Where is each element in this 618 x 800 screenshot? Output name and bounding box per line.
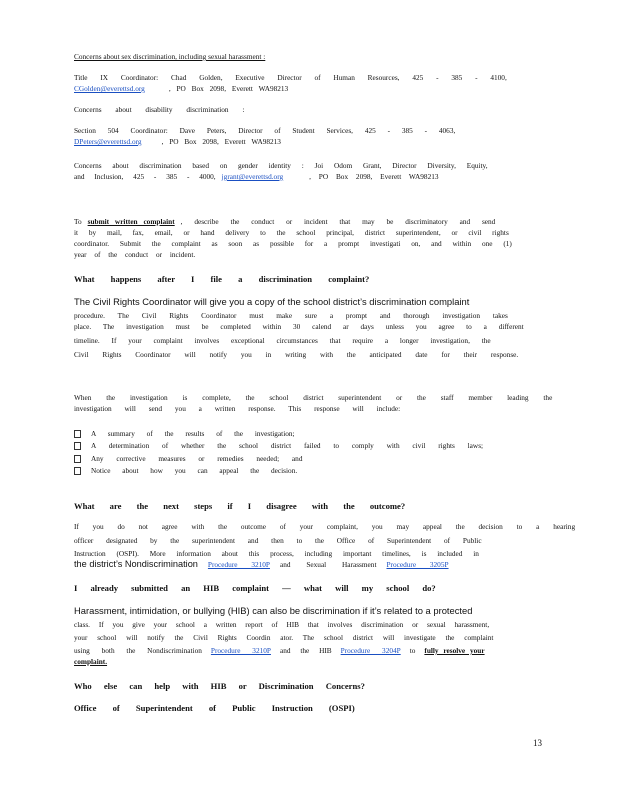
hib-line-3-start: using both the Nondiscrimination — [74, 646, 202, 655]
sex-heading-text: Concerns about sex discrimination, including sexual harassment : — [74, 52, 266, 61]
submit-line-2 — [74, 228, 540, 237]
hib-complaint-word: complaint. — [74, 657, 108, 666]
disability-heading — [74, 105, 540, 114]
title-ix-address: , PO Box 2098, Everett WA98213 — [168, 84, 289, 93]
section-504-line — [74, 126, 540, 135]
section-504-text: Section 504 Coordinator: Dave Peters, Director of Student Services, 425 - 385 - 4063, — [74, 126, 456, 135]
next-steps-heading — [74, 501, 406, 511]
submit-line-4-text: year of the conduct or incident. — [74, 250, 196, 259]
checkbox-icon — [74, 455, 81, 463]
hib-line-3-mid: and the HIB — [279, 646, 332, 655]
section-504-email-link[interactable]: DPeters@everettsd.org — [74, 137, 142, 146]
sexual-harassment-label: and Sexual Harassment — [279, 560, 377, 569]
ospi-heading — [74, 703, 355, 713]
procedure-3210p-link[interactable]: Procedure 3210P — [207, 560, 270, 569]
ospi-heading-text: Office of Superintendent of Public Instruction (OSPI) — [74, 703, 355, 713]
title-ix-line — [74, 73, 540, 82]
gender-identity-text: Concerns about discrimination based on gender identity : Joi Odom Grant, Director Diversity, Equity, — [74, 161, 488, 170]
submit-written-complaint: submit written complaint — [87, 217, 175, 226]
submit-line-4 — [74, 250, 540, 259]
hib-line-3-to: to — [409, 646, 416, 655]
hib-intro — [74, 605, 472, 616]
title-ix-contact — [74, 84, 540, 93]
list-item — [74, 454, 302, 463]
what-happens-heading — [74, 274, 370, 284]
gender-identity-line — [74, 161, 540, 170]
investigation-line-1-text: When the investigation is complete, the school district superintendent or the staff member leading the — [74, 393, 553, 402]
hib-intro-text: Harassment, intimidation, or bullying (HIB) can also be discrimination if it’s related to a protected — [74, 605, 473, 616]
checkbox-icon — [74, 430, 81, 438]
sex-discrimination-heading — [74, 52, 540, 61]
bullet-text: Notice about how you can appeal the decision. — [91, 466, 298, 475]
hib-line-1-text: class. If you give your school a written report of HIB that involves discrimination or sexual harassment, — [74, 620, 490, 629]
what-happens-intro — [74, 296, 469, 307]
section-504-address: , PO Box 2098, Everett WA98213 — [161, 137, 281, 146]
what-happens-line-1 — [74, 311, 540, 320]
submit-line-3 — [74, 239, 540, 248]
checkbox-icon — [74, 467, 81, 475]
bullet-text: Any corrective measures or remedies needed; and — [91, 454, 303, 463]
what-happens-line-4 — [74, 350, 540, 359]
submit-line-2-text: it by mail, fax, email, or hand delivery to the school principal, district superintendent, or civil rights — [74, 228, 509, 237]
gender-identity-phone: and Inclusion, 425 - 385 - 4000, — [74, 172, 216, 181]
submit-line-3-text: coordinator. Submit the complaint as soon as possible for a prompt investigati on, and within one (1) — [74, 239, 512, 248]
submit-to: To — [74, 217, 82, 226]
procedure-3205p-link[interactable]: Procedure 3205P — [386, 560, 449, 569]
section-504-contact — [74, 137, 540, 146]
next-steps-line-1 — [74, 522, 576, 531]
gender-identity-address: , PO Box 2098, Everett WA98213 — [309, 172, 439, 181]
procedure-3210p-link[interactable]: Procedure 3210P — [210, 646, 271, 655]
submit-line-1 — [74, 217, 540, 226]
gender-identity-email-link[interactable]: jgrant@everettsd.org — [221, 172, 284, 181]
next-steps-line-2 — [74, 536, 540, 545]
next-steps-line-3 — [74, 549, 540, 558]
investigation-line-2-text: investigation will send you a written response. This response will include: — [74, 404, 401, 413]
checkbox-icon — [74, 442, 81, 450]
next-steps-line-3-text: Instruction (OSPI). More information about this process, including important timelines, is included in — [74, 549, 479, 558]
title-ix-text: Title IX Coordinator: Chad Golden, Executive Director of Human Resources, 425 - 385 - 4100, — [74, 73, 507, 82]
next-steps-line-1-text: If you do not agree with the outcome of your complaint, you may appeal the decision to a hearing — [74, 522, 576, 531]
what-happens-line-3 — [74, 336, 540, 345]
bullet-text: A determination of whether the school district failed to comply with civil rights laws; — [91, 441, 484, 450]
hib-heading — [74, 583, 436, 593]
hib-line-4 — [74, 657, 540, 666]
what-happens-line-4-text: Civil Rights Coordinator will notify you in writing with the anticipated date for their response. — [74, 350, 519, 359]
procedure-3204p-link[interactable]: Procedure 3204P — [340, 646, 401, 655]
hib-heading-text: I already submitted an HIB complaint — what will my school do? — [74, 583, 436, 593]
bullet-text: A summary of the results of the investigation; — [91, 429, 295, 438]
who-else-heading-text: Who else can help with HIB or Discrimination Concerns? — [74, 681, 365, 691]
who-else-heading — [74, 681, 365, 691]
hib-line-2-text: your school will notify the Civil Rights Coordin ator. The school district will investigate the complaint — [74, 633, 494, 642]
nondiscrimination-label: the district’s Nondiscrimination — [74, 559, 198, 569]
hib-fully-resolve: fully resolve your — [424, 646, 485, 655]
what-happens-line-3-text: timeline. If your complaint involves exceptional circumstances that require a longer investigation, the — [74, 336, 491, 345]
what-happens-line-1-text: procedure. The Civil Rights Coordinator must make sure a prompt and thorough investigation takes — [74, 311, 508, 320]
page-number: 13 — [533, 738, 542, 748]
submit-describe: , describe the conduct or incident that may be discriminatory and send — [180, 217, 496, 226]
next-steps-line-2-text: officer designated by the superintendent and then to the Office of Superintendent of Public — [74, 536, 482, 545]
investigation-line-2 — [74, 404, 540, 413]
hib-line-2 — [74, 633, 540, 642]
what-happens-line-2 — [74, 322, 540, 331]
disability-heading-text: Concerns about disability discrimination : — [74, 105, 245, 114]
list-item — [74, 429, 295, 438]
what-happens-heading-text: What happens after I file a discrimination complaint? — [74, 274, 370, 284]
gender-identity-contact — [74, 172, 540, 181]
investigation-line-1 — [74, 393, 553, 402]
list-item — [74, 466, 297, 475]
title-ix-email-link[interactable]: CGolden@everettsd.org — [74, 84, 145, 93]
what-happens-intro-text: The Civil Rights Coordinator will give you a copy of the school district’s discrimination complaint — [74, 296, 470, 307]
hib-line-3 — [74, 646, 540, 655]
what-happens-line-2-text: place. The investigation must be completed within 30 calend ar days unless you agree to a different — [74, 322, 524, 331]
hib-line-1 — [74, 620, 540, 629]
next-steps-line-4 — [74, 560, 540, 569]
next-steps-heading-text: What are the next steps if I disagree with the outcome? — [74, 501, 406, 511]
list-item — [74, 441, 483, 450]
